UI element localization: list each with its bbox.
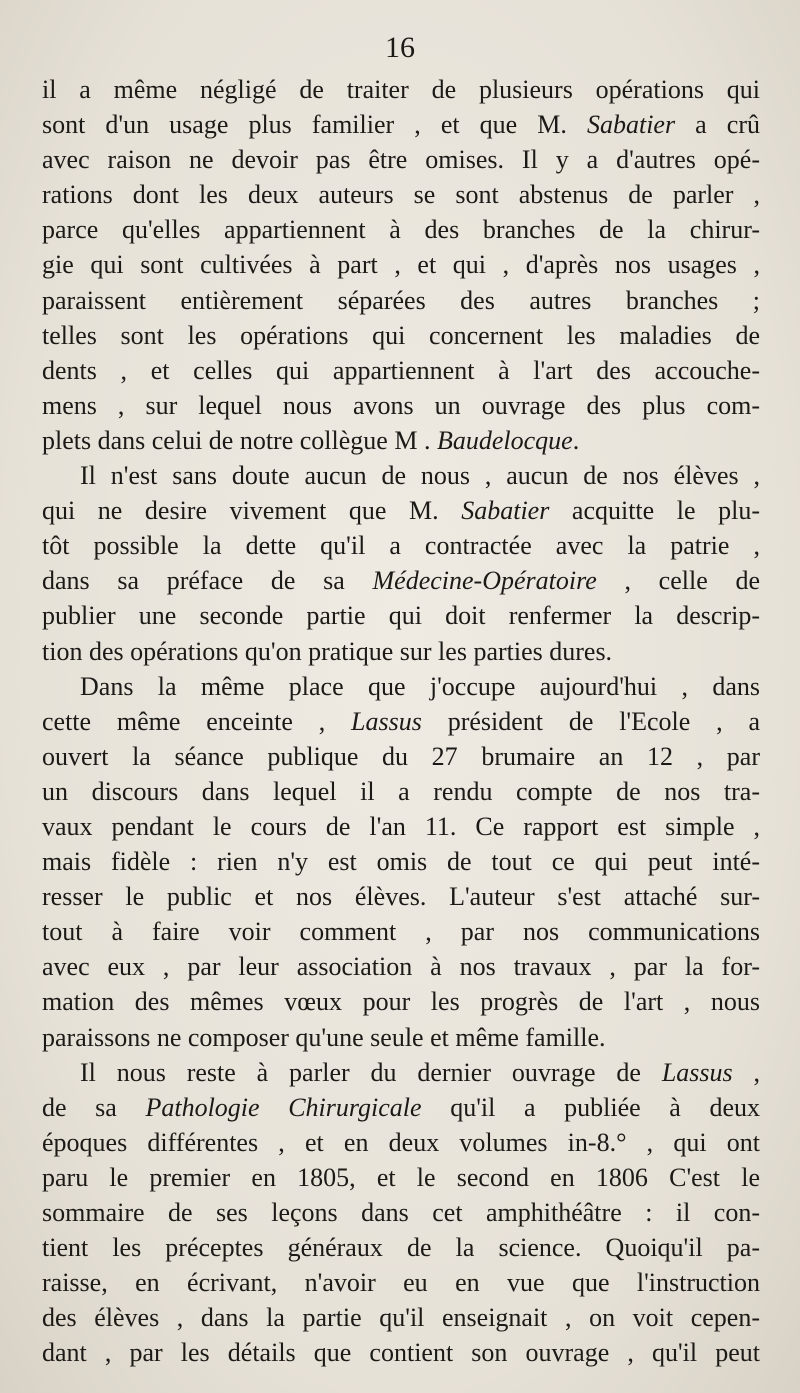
text-line: plets dans celui de notre collègue M . Baudelocque. (42, 425, 580, 455)
text-line: dents , et celles qui appartiennent à l'art des accouche- (42, 355, 760, 385)
text-line: publier une seconde partie qui doit renfermer la descrip- (42, 601, 760, 631)
text-line: tient les préceptes généraux de la science. Quoiqu'il pa- (42, 1233, 760, 1263)
text-line: avec raison ne devoir pas être omises. Il y a d'autres opé- (42, 145, 760, 175)
text-line: resser le public et nos élèves. L'auteur s'est attaché sur- (42, 882, 760, 912)
text-line: parce qu'elles appartiennent à des branches de la chirur- (42, 215, 760, 245)
text-line: vaux pendant le cours de l'an 11. Ce rapport est simple , (42, 811, 760, 841)
text-line: mation des mêmes vœux pour les progrès de l'art , nous (42, 987, 760, 1017)
text-line: un discours dans lequel il a rendu compte de nos tra- (42, 776, 760, 806)
text-line: de sa Pathologie Chirurgicale qu'il a publiée à deux (42, 1092, 760, 1122)
text-line: paraissons ne composer qu'une seule et même famille. (42, 1022, 606, 1052)
text-line: des élèves , dans la partie qu'il enseignait , on voit cepen- (42, 1303, 760, 1333)
text-line: Il nous reste à parler du dernier ouvrage de Lassus , (80, 1057, 760, 1087)
text-line: Dans la même place que j'occupe aujourd'hui , dans (80, 671, 760, 701)
text-line: tôt possible la dette qu'il a contractée avec la patrie , (42, 531, 760, 561)
text-line: paraissent entièrement séparées des autres branches ; (42, 285, 760, 315)
text-line: tout à faire voir comment , par nos communications (42, 917, 760, 947)
text-line: dans sa préface de sa Médecine-Opératoire , celle de (42, 566, 760, 596)
page-number: 16 (385, 31, 415, 64)
text-line: mais fidèle : rien n'y est omis de tout ce qui peut inté- (42, 847, 760, 877)
text-line: dant , par les détails que contient son ouvrage , qu'il peut (42, 1338, 760, 1368)
text-line: ouvert la séance publique du 27 brumaire an 12 , par (42, 741, 760, 771)
text-line: paru le premier en 1805, et le second en 1806 C'est le (42, 1162, 760, 1192)
text-line: avec eux , par leur association à nos travaux , par la for- (42, 952, 760, 982)
text-line: mens , sur lequel nous avons un ouvrage des plus com- (42, 390, 760, 420)
text-line: qui ne desire vivement que M. Sabatier acquitte le plu- (42, 496, 760, 526)
text-line: tion des opérations qu'on pratique sur les parties dures. (42, 636, 613, 666)
text-line: telles sont les opérations qui concernent les maladies de (42, 320, 760, 350)
text-line: cette même enceinte , Lassus président de l'Ecole , a (42, 706, 760, 736)
text-line: il a même négligé de traiter de plusieurs opérations qui (42, 75, 760, 104)
text-line: sont d'un usage plus familier , et que M. Sabatier a crû (42, 110, 760, 140)
text-line: sommaire de ses leçons dans cet amphithéâtre : il con- (42, 1198, 760, 1227)
text-line: époques différentes , et en deux volumes in-8.° , qui ont (42, 1127, 760, 1157)
body-text (42, 72, 760, 1370)
text-line: rations dont les deux auteurs se sont abstenus de parler , (42, 180, 760, 210)
text-line: gie qui sont cultivées à part , et qui , d'après nos usages , (42, 250, 760, 280)
text-line: raisse, en écrivant, n'avoir eu en vue que l'instruction (42, 1268, 760, 1298)
text-line: Il n'est sans doute aucun de nous , aucun de nos élèves , (80, 461, 760, 491)
